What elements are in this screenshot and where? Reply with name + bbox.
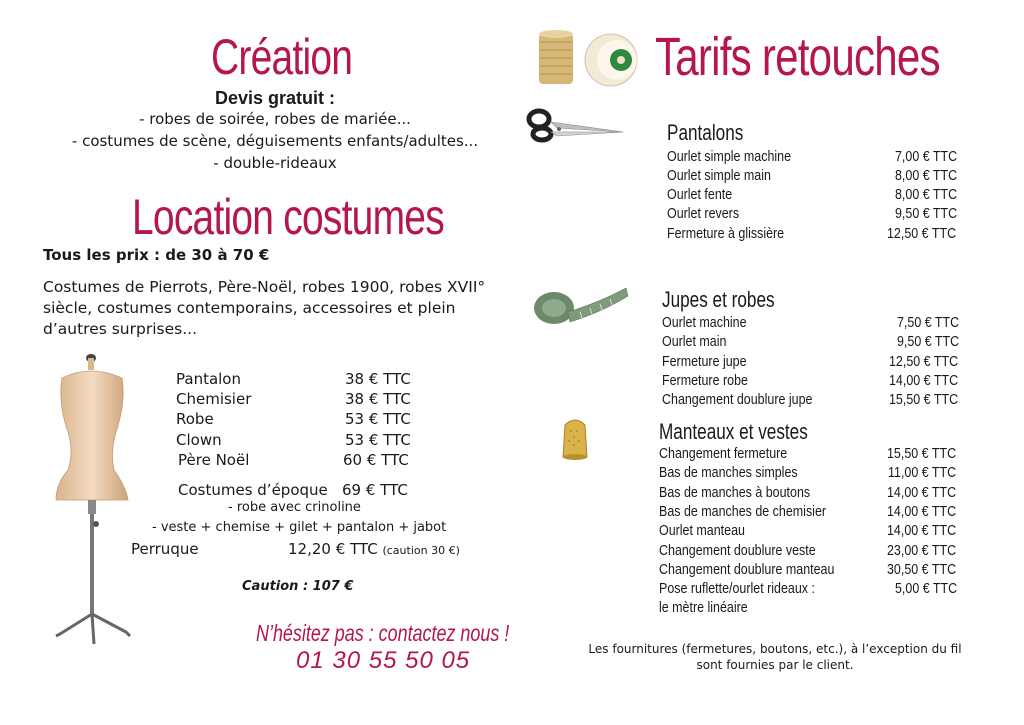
location-prices-label: Tous les prix : de 30 à 70 € bbox=[43, 246, 270, 264]
location-description: Costumes de Pierrots, Père-Noël, robes 1900, robes XVII° siècle, costumes contemporains, accessoires et plein d’autres surprises... bbox=[43, 278, 486, 338]
epoque-label: Costumes d’époque bbox=[178, 481, 328, 499]
row-label: Fermeture robe bbox=[662, 373, 748, 389]
row-price: 12,50 € TTC bbox=[888, 354, 958, 370]
row-price: 5,00 € TTC bbox=[894, 581, 957, 597]
row-label: Changement doublure manteau bbox=[659, 562, 835, 578]
row-price: 11,00 € TTC bbox=[887, 465, 956, 481]
veste-line: - veste + chemise + gilet + pantalon + jabot bbox=[152, 520, 447, 535]
perruque-label: Perruque bbox=[131, 540, 199, 558]
row-label: Ourlet simple machine bbox=[667, 149, 792, 165]
rent-item-label: Père Noël bbox=[178, 451, 250, 469]
crinoline-line: - robe avec crinoline bbox=[228, 500, 361, 515]
row-label: Ourlet simple main bbox=[667, 168, 771, 184]
tarifs-title: Tarifs retouches bbox=[655, 27, 940, 87]
rent-item-label: Robe bbox=[176, 410, 214, 428]
contact-tagline: N’hésitez pas : contactez nous ! bbox=[256, 620, 510, 646]
row-price: 15,50 € TTC bbox=[886, 446, 956, 462]
row-price: 9,50 € TTC bbox=[894, 206, 957, 222]
rent-item-price: 53 € TTC bbox=[345, 431, 411, 449]
row-price: 8,00 € TTC bbox=[894, 168, 957, 184]
row-price: 14,00 € TTC bbox=[888, 373, 958, 389]
row-label: Ourlet fente bbox=[667, 187, 733, 203]
manteaux-heading: Manteaux et vestes bbox=[659, 419, 808, 444]
row-label: Fermeture jupe bbox=[662, 354, 747, 370]
row-price: 15,50 € TTC bbox=[888, 392, 958, 408]
fournitures-note: Les fournitures (fermetures, boutons, etc.), à l’exception du fil sont fournies par le client. bbox=[588, 642, 962, 672]
row-price: 14,00 € TTC bbox=[886, 504, 956, 520]
thread-spools-image bbox=[537, 28, 647, 88]
creation-devis-block bbox=[40, 88, 510, 174]
row-price: 12,50 € TTC bbox=[886, 226, 956, 242]
creation-title: Création bbox=[211, 29, 353, 85]
row-price: 9,50 € TTC bbox=[896, 334, 959, 350]
tape-measure-image bbox=[530, 282, 630, 330]
devis-gratuit-label: Devis gratuit : bbox=[214, 88, 336, 108]
perruque-caution: (caution 30 €) bbox=[382, 544, 460, 557]
rent-item bbox=[176, 370, 241, 388]
row-label: Ourlet manteau bbox=[659, 523, 745, 539]
row-price: 8,00 € TTC bbox=[894, 187, 957, 203]
location-title: Location costumes bbox=[132, 189, 444, 245]
jupes-heading: Jupes et robes bbox=[662, 287, 775, 312]
perruque-price-value: 12,20 € TTC bbox=[288, 540, 378, 558]
row-price: 30,50 € TTC bbox=[886, 562, 956, 578]
rent-item-label: Clown bbox=[176, 431, 222, 449]
epoque-price: 69 € TTC bbox=[342, 481, 408, 499]
creation-line-2: - costumes de scène, déguisements enfants/adultes... bbox=[71, 132, 479, 150]
row-price: 14,00 € TTC bbox=[886, 523, 956, 539]
rent-item bbox=[176, 390, 251, 408]
rent-item-price: 60 € TTC bbox=[343, 451, 409, 469]
rent-item-price: 53 € TTC bbox=[345, 410, 411, 428]
row-price: 7,50 € TTC bbox=[896, 315, 959, 331]
scissors-image bbox=[525, 106, 625, 144]
row-label: Ourlet machine bbox=[662, 315, 747, 331]
row-label: Changement doublure jupe bbox=[662, 392, 813, 408]
row-label: Bas de manches à boutons bbox=[659, 485, 811, 501]
creation-line-3: - double-rideaux bbox=[213, 154, 337, 172]
thimble-image bbox=[555, 413, 595, 461]
rent-item bbox=[176, 431, 222, 449]
row-price: 7,00 € TTC bbox=[894, 149, 957, 165]
row-label: Ourlet revers bbox=[667, 206, 740, 222]
rent-item-label: Chemisier bbox=[176, 390, 252, 408]
row-price: 14,00 € TTC bbox=[886, 485, 956, 501]
contact-phone[interactable]: 01 30 55 50 05 bbox=[296, 647, 471, 674]
rent-item-price: 38 € TTC bbox=[345, 370, 411, 388]
rent-item-price: 38 € TTC bbox=[345, 390, 411, 408]
row-label: Ourlet main bbox=[662, 334, 727, 350]
row-label: Fermeture à glissière bbox=[667, 226, 785, 242]
row-label: Pose ruflette/ourlet rideaux : bbox=[659, 581, 815, 597]
perruque-price bbox=[288, 540, 460, 558]
row-label: Changement doublure veste bbox=[659, 543, 816, 559]
caution-label: Caution : 107 € bbox=[242, 579, 354, 594]
row-label: Changement fermeture bbox=[659, 446, 788, 462]
dress-form-image bbox=[44, 352, 144, 648]
row-label: le mètre linéaire bbox=[659, 600, 748, 616]
pantalons-heading: Pantalons bbox=[667, 120, 744, 145]
creation-line-1: - robes de soirée, robes de mariée... bbox=[139, 110, 411, 128]
rent-item bbox=[176, 410, 214, 428]
rent-item-label: Pantalon bbox=[176, 370, 241, 388]
rent-item bbox=[178, 451, 249, 469]
row-label: Bas de manches simples bbox=[659, 465, 798, 481]
row-price: 23,00 € TTC bbox=[886, 543, 956, 559]
row-label: Bas de manches de chemisier bbox=[659, 504, 827, 520]
